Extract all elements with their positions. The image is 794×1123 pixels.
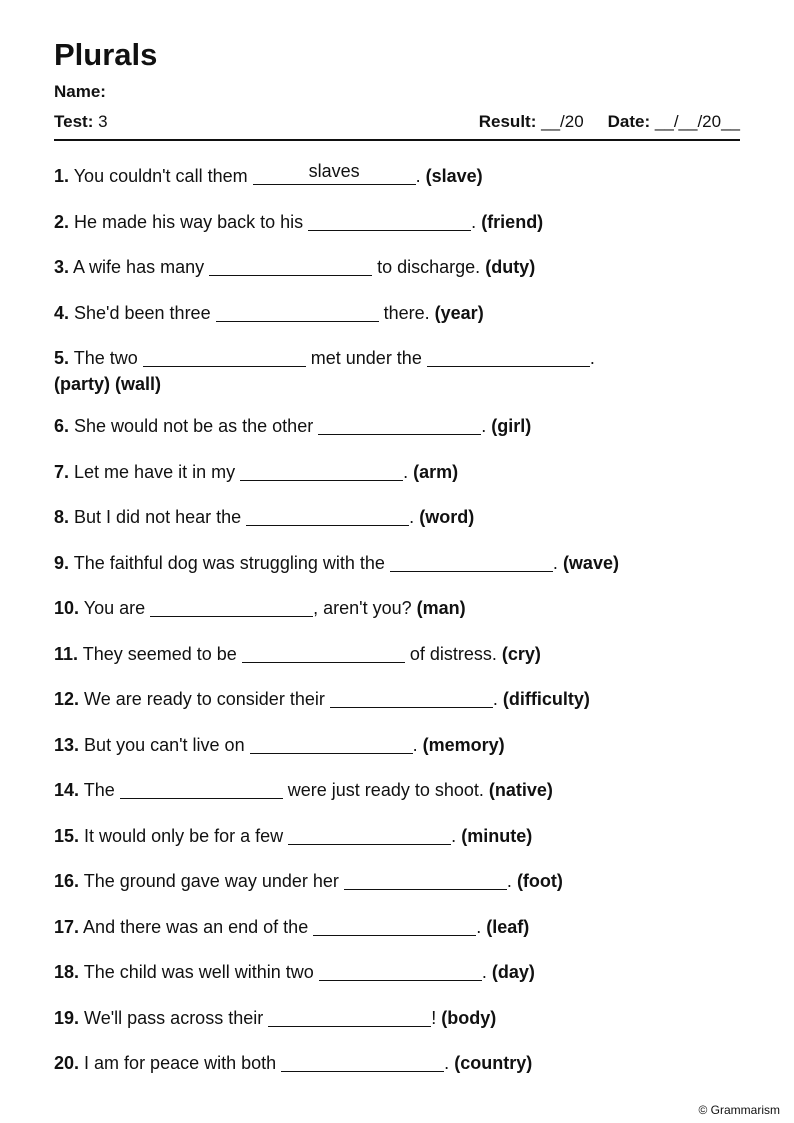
question-number: 15. xyxy=(54,825,80,846)
question-text-after: . xyxy=(415,166,421,186)
question-number: 9. xyxy=(54,552,70,573)
question-hint: (native) xyxy=(488,780,553,800)
question-text-after: . xyxy=(451,825,457,846)
question-item xyxy=(54,914,744,940)
question-text: A wife has many xyxy=(73,257,205,277)
question-item xyxy=(54,1050,744,1076)
answer-blank[interactable] xyxy=(242,642,405,663)
question-item xyxy=(54,300,744,326)
answer-blank[interactable] xyxy=(319,960,482,981)
answer-blank[interactable] xyxy=(318,414,481,435)
question-text-after: . xyxy=(476,916,482,937)
question-hint: (duty) xyxy=(485,257,536,277)
answer-blank[interactable] xyxy=(143,346,306,367)
question-hint: (minute) xyxy=(461,825,533,846)
question-text-after: . xyxy=(506,871,512,891)
question-text-after: of distress. xyxy=(409,643,497,664)
test-value: 3 xyxy=(98,112,108,131)
question-number: 13. xyxy=(54,734,80,755)
question-text-after: . xyxy=(444,1053,450,1073)
question-list xyxy=(54,163,744,1096)
question-number: 19. xyxy=(54,1007,80,1028)
question-hint: (difficulty) xyxy=(502,689,590,709)
question-number: 18. xyxy=(54,962,80,982)
question-item xyxy=(54,777,744,803)
question-text: But I did not hear the xyxy=(74,507,242,527)
question-item xyxy=(54,823,744,849)
question-text: And there was an end of the xyxy=(83,916,309,937)
question-hint: (arm) xyxy=(413,461,459,482)
question-hint: (cry) xyxy=(501,643,541,664)
question-text-middle: met under the xyxy=(310,348,422,368)
question-text-after: . xyxy=(412,734,418,755)
answer-blank-2[interactable] xyxy=(427,346,590,367)
answer-blank[interactable] xyxy=(150,596,313,617)
answer-blank[interactable] xyxy=(120,778,283,799)
question-hint: (man) xyxy=(416,598,466,618)
test-meta-row xyxy=(54,111,740,135)
header-divider xyxy=(54,139,740,141)
copyright-footer: © Grammarism xyxy=(698,1103,780,1117)
question-hint: (foot) xyxy=(516,871,563,891)
question-number: 7. xyxy=(54,461,70,482)
answer-blank[interactable] xyxy=(209,255,372,276)
question-item xyxy=(54,550,744,576)
question-text-after: ! xyxy=(431,1007,437,1028)
question-text-after: . xyxy=(481,416,487,436)
question-text: She would not be as the other xyxy=(74,416,314,436)
question-text: The two xyxy=(73,348,138,368)
answer-blank[interactable] xyxy=(308,210,471,231)
question-text: We'll pass across their xyxy=(84,1007,264,1028)
answer-blank[interactable] xyxy=(240,460,403,481)
answer-blank[interactable] xyxy=(288,824,451,845)
answer-blank[interactable] xyxy=(216,301,379,322)
question-item xyxy=(54,413,744,439)
question-number: 12. xyxy=(54,689,80,709)
question-text-after: there. xyxy=(383,302,430,323)
answer-blank[interactable] xyxy=(253,161,416,185)
question-hint: (year) xyxy=(434,302,484,323)
question-item xyxy=(54,1005,744,1031)
question-number: 11. xyxy=(54,643,79,664)
answer-blank[interactable] xyxy=(344,869,507,890)
question-item xyxy=(54,254,744,280)
question-item xyxy=(54,959,744,985)
question-number: 17. xyxy=(54,916,80,937)
question-hint: (wave) xyxy=(562,552,619,573)
answer-blank[interactable] xyxy=(281,1051,444,1072)
test-info xyxy=(54,111,108,133)
answer-blank[interactable] xyxy=(246,505,409,526)
question-item xyxy=(54,504,744,530)
question-hint: (slave) xyxy=(425,166,483,186)
question-item xyxy=(54,686,744,712)
question-hint: (country) xyxy=(454,1053,533,1073)
question-text-after: to discharge. xyxy=(377,257,481,277)
question-item xyxy=(54,163,744,189)
question-item xyxy=(54,345,744,397)
question-item xyxy=(54,641,744,667)
question-item xyxy=(54,868,744,894)
question-text-after: . xyxy=(552,552,558,573)
question-text: The faithful dog was struggling with the xyxy=(73,552,385,573)
question-item xyxy=(54,732,744,758)
question-text-after: . xyxy=(471,211,477,232)
question-number: 1. xyxy=(54,166,70,186)
question-hint: (girl) xyxy=(491,416,532,436)
result-date-info xyxy=(479,111,740,133)
question-item xyxy=(54,595,744,621)
question-text: It would only be for a few xyxy=(84,825,284,846)
question-text: But you can't live on xyxy=(84,734,245,755)
name-label: Name: xyxy=(54,82,106,101)
question-text: They seemed to be xyxy=(82,643,237,664)
question-item xyxy=(54,459,744,485)
answer-text: slaves xyxy=(308,161,360,181)
question-text: We are ready to consider their xyxy=(84,689,325,709)
question-hint: (body) xyxy=(441,1007,497,1028)
question-hint: (day) xyxy=(491,962,535,982)
question-number: 16. xyxy=(54,871,80,891)
question-number: 14. xyxy=(54,780,80,800)
question-text-after: , aren't you? xyxy=(313,598,412,618)
question-number: 20. xyxy=(54,1053,80,1073)
result-value: __/20 xyxy=(541,112,584,131)
answer-blank[interactable] xyxy=(390,551,553,572)
question-text-after: were just ready to shoot. xyxy=(287,780,484,800)
answer-blank[interactable] xyxy=(313,915,476,936)
question-text-after: . xyxy=(492,689,498,709)
question-text: You couldn't call them xyxy=(73,166,248,186)
question-number: 4. xyxy=(54,302,70,323)
question-number: 10. xyxy=(54,598,80,618)
question-text: The xyxy=(83,780,115,800)
question-text-after: . xyxy=(403,461,409,482)
answer-blank[interactable] xyxy=(268,1006,431,1027)
date-label: Date: xyxy=(607,112,651,131)
question-text: He made his way back to his xyxy=(74,211,304,232)
question-number: 8. xyxy=(54,507,70,527)
question-text: The child was well within two xyxy=(83,962,314,982)
test-label: Test: xyxy=(54,112,94,131)
question-number: 5. xyxy=(54,348,70,368)
question-hint: (memory) xyxy=(422,734,505,755)
answer-blank[interactable] xyxy=(250,733,413,754)
question-item xyxy=(54,209,744,235)
date-value: __/__/20__ xyxy=(654,112,740,131)
question-number: 6. xyxy=(54,416,70,436)
question-hint: (leaf) xyxy=(486,916,530,937)
question-number: 2. xyxy=(54,211,70,232)
question-text-after: . xyxy=(589,348,595,368)
question-hint: (friend) xyxy=(481,211,544,232)
result-label: Result: xyxy=(478,112,537,131)
question-text-after: . xyxy=(481,962,487,982)
question-text: You are xyxy=(83,598,146,618)
page-title: Plurals xyxy=(54,37,158,72)
question-text-after: . xyxy=(409,507,415,527)
question-hint: (party) (wall) xyxy=(54,374,162,394)
question-text: Let me have it in my xyxy=(74,461,236,482)
question-text: I am for peace with both xyxy=(84,1053,277,1073)
question-hint: (word) xyxy=(419,507,475,527)
question-text: She'd been three xyxy=(74,302,211,323)
answer-blank[interactable] xyxy=(330,687,493,708)
question-number: 3. xyxy=(54,257,70,277)
question-text: The ground gave way under her xyxy=(83,871,339,891)
